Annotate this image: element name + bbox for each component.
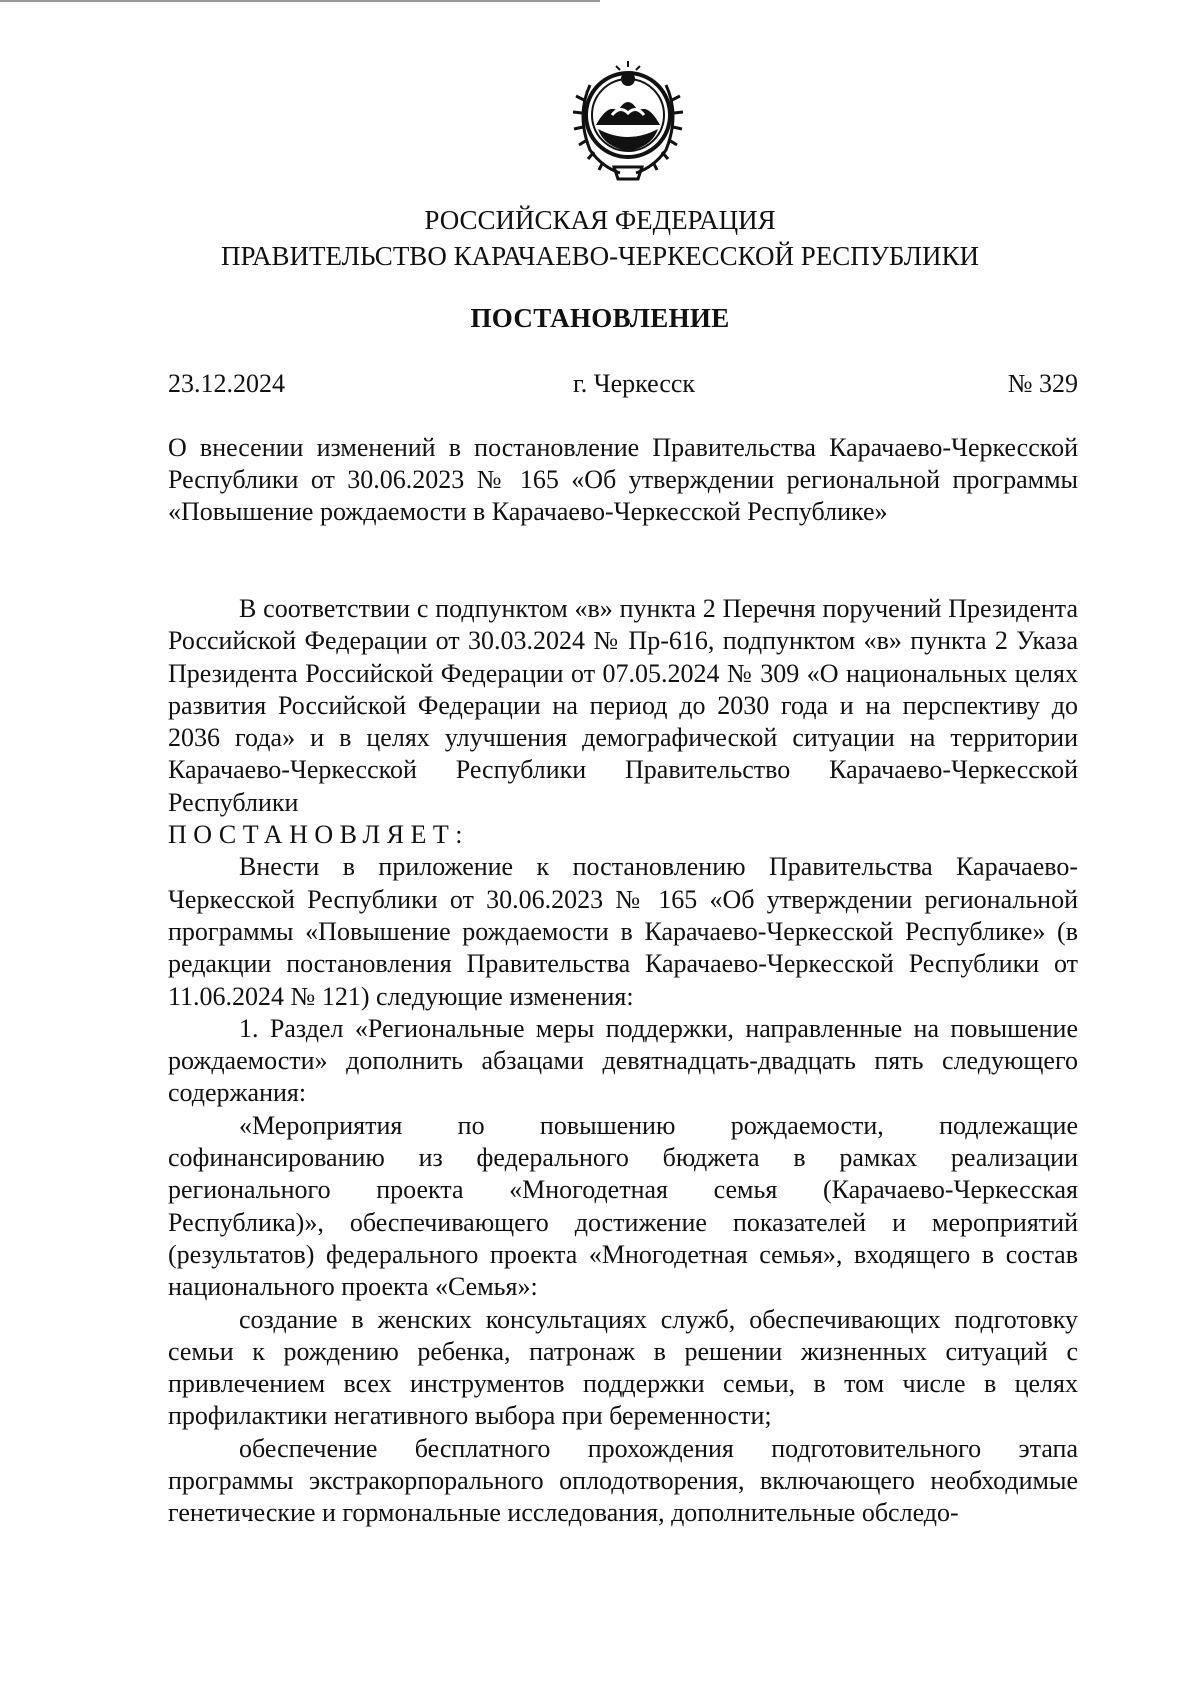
- body-paragraph-5: обеспечение бесплатного прохождения подготовительного этапа программы экстракорпорального оплодотворения, включающего необходимые генетические и гормональные исследования, дополнительные обследо-: [168, 1433, 1078, 1528]
- header-country: РОССИЙСКАЯ ФЕДЕРАЦИЯ: [424, 205, 776, 235]
- document-city: г. Черкесск: [573, 369, 696, 398]
- document-title: О внесении изменений в постановление Правительства Карачаево-Черкесской Республики от 30.06.2023 № 165 «Об утверждении региональной программы «Повышение рождаемости в Карачаево-Черкесской Республике»: [168, 433, 1078, 526]
- document-date: 23.12.2024: [168, 369, 285, 398]
- body-paragraph-4: создание в женских консультациях служб, обеспечивающих подготовку семьи к рождению ребенка, патронаж в решении жизненных ситуаций с привлечением всех инструментов поддержки семьи, в том числе в целях профилактики негативного выбора при беременности;: [168, 1304, 1078, 1431]
- scan-top-rule: [0, 0, 600, 2]
- document-body: [168, 593, 1078, 1530]
- document-type: ПОСТАНОВЛЕНИЕ: [470, 303, 730, 333]
- document-number: № 329: [1007, 369, 1078, 398]
- body-paragraph-2: 1. Раздел «Региональные меры поддержки, направленные на повышение рождаемости» дополнить абзацами девятнадцать-двадцать пять следующего содержания:: [168, 1013, 1078, 1108]
- body-paragraph-3: «Мероприятия по повышению рождаемости, подлежащие софинансированию из федерального бюджета в рамках реализации регионального проекта «Многодетная семья (Карачаево-Черкесская Республика)», обеспечивающего достижение показателей и мероприятий (результатов) федерального проекта «Многодетная семья», входящего в состав национального проекта «Семья»:: [168, 1110, 1078, 1302]
- body-paragraph-1: Внести в приложение к постановлению Правительства Карачаево-Черкесской Республики от 30.06.2023 № 165 «Об утверждении региональной программы «Повышение рождаемости в Карачаево-Черкесской Республике» (в редакции постановления Правительства Карачаево-Черкесской Республики от 11.06.2024 № 121) следующие изменения:: [168, 852, 1078, 1011]
- header-government: ПРАВИТЕЛЬСТВО КАРАЧАЕВО-ЧЕРКЕССКОЙ РЕСПУБЛИКИ: [220, 241, 980, 271]
- preamble-paragraph: В соответствии с подпунктом «в» пункта 2 Перечня поручений Президента Российской Федерации от 30.03.2024 № Пр-616, подпунктом «в» пункта 2 Указа Президента Российской Федерации от 07.05.2024 № 309 «О национальных целях развития Российской Федерации на период до 2030 года и на перспективу до 2036 года» и в целях улучшения демографической ситуации на территории Карачаево-Черкесской Республики Правительство Карачаево-Черкесской Республики: [168, 594, 1078, 817]
- coat-of-arms-icon: [568, 55, 688, 185]
- decree-word: ПОСТАНОВЛЯЕТ:: [168, 820, 469, 850]
